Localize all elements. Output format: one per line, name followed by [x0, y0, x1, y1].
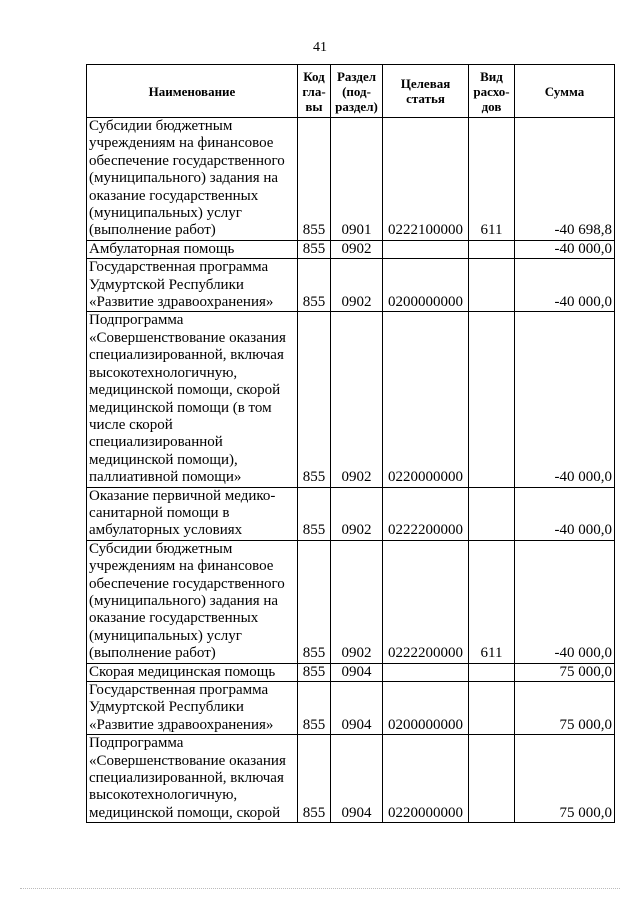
row-type: 611 [469, 540, 515, 663]
row-section: 0902 [331, 240, 383, 258]
row-section: 0904 [331, 682, 383, 735]
row-sum: -40 000,0 [515, 487, 615, 540]
row-code: 855 [298, 540, 331, 663]
budget-table [86, 64, 615, 823]
scan-artifact [20, 888, 620, 891]
table-row [87, 663, 615, 681]
table-header-row [87, 65, 615, 118]
col-header-target: Целевая статья [383, 65, 469, 118]
row-section: 0904 [331, 735, 383, 823]
row-section: 0902 [331, 487, 383, 540]
row-target: 0222100000 [383, 118, 469, 241]
row-section: 0902 [331, 540, 383, 663]
table-row [87, 312, 615, 487]
row-type [469, 312, 515, 487]
row-section: 0902 [331, 259, 383, 312]
row-type [469, 663, 515, 681]
row-sum: -40 000,0 [515, 259, 615, 312]
row-sum: 75 000,0 [515, 735, 615, 823]
col-header-sum: Сумма [515, 65, 615, 118]
col-header-name: Наименование [87, 65, 298, 118]
table-row [87, 118, 615, 241]
row-name: Амбулаторная помощь [87, 240, 298, 258]
row-code: 855 [298, 487, 331, 540]
row-type: 611 [469, 118, 515, 241]
row-type [469, 240, 515, 258]
row-target: 0200000000 [383, 682, 469, 735]
row-section: 0901 [331, 118, 383, 241]
row-name: Государственная программа Удмуртской Республики «Развитие здравоохранения» [87, 682, 298, 735]
row-code: 855 [298, 682, 331, 735]
row-target: 0220000000 [383, 735, 469, 823]
col-header-section: Раздел (под-раздел) [331, 65, 383, 118]
table-row [87, 735, 615, 823]
row-section: 0902 [331, 312, 383, 487]
table-row [87, 540, 615, 663]
row-target: 0222200000 [383, 487, 469, 540]
row-target [383, 663, 469, 681]
row-sum: -40 698,8 [515, 118, 615, 241]
row-type [469, 259, 515, 312]
table-row [87, 240, 615, 258]
row-type [469, 682, 515, 735]
row-name: Подпрограмма «Совершенствование оказания специализированной, включая высокотехнологичную, медицинской помощи, скорой медицинской помощи (в том числе скорой специализированной медицинской помощи), паллиативной помощи» [87, 312, 298, 487]
col-header-type: Вид расхо-дов [469, 65, 515, 118]
row-sum: 75 000,0 [515, 682, 615, 735]
row-sum: -40 000,0 [515, 240, 615, 258]
row-code: 855 [298, 240, 331, 258]
row-sum: -40 000,0 [515, 540, 615, 663]
table-row [87, 259, 615, 312]
col-header-code: Код гла-вы [298, 65, 331, 118]
row-code: 855 [298, 118, 331, 241]
row-code: 855 [298, 735, 331, 823]
row-type [469, 487, 515, 540]
row-code: 855 [298, 312, 331, 487]
page-number: 41 [313, 40, 327, 55]
row-name: Скорая медицинская помощь [87, 663, 298, 681]
row-sum: -40 000,0 [515, 312, 615, 487]
row-target: 0222200000 [383, 540, 469, 663]
table-row [87, 487, 615, 540]
row-name: Субсидии бюджетным учреждениям на финансовое обеспечение государственного (муниципального) задания на оказание государственных (муниципальных) услуг (выполнение работ) [87, 118, 298, 241]
row-type [469, 735, 515, 823]
row-sum: 75 000,0 [515, 663, 615, 681]
row-code: 855 [298, 259, 331, 312]
row-target: 0220000000 [383, 312, 469, 487]
row-name: Оказание первичной медико-санитарной помощи в амбулаторных условиях [87, 487, 298, 540]
row-name: Подпрограмма «Совершенствование оказания специализированной, включая высокотехнологичную, медицинской помощи, скорой [87, 735, 298, 823]
row-code: 855 [298, 663, 331, 681]
row-name: Субсидии бюджетным учреждениям на финансовое обеспечение государственного (муниципального) задания на оказание государственных (муниципальных) услуг (выполнение работ) [87, 540, 298, 663]
row-section: 0904 [331, 663, 383, 681]
row-target [383, 240, 469, 258]
row-target: 0200000000 [383, 259, 469, 312]
table-row [87, 682, 615, 735]
row-name: Государственная программа Удмуртской Республики «Развитие здравоохранения» [87, 259, 298, 312]
